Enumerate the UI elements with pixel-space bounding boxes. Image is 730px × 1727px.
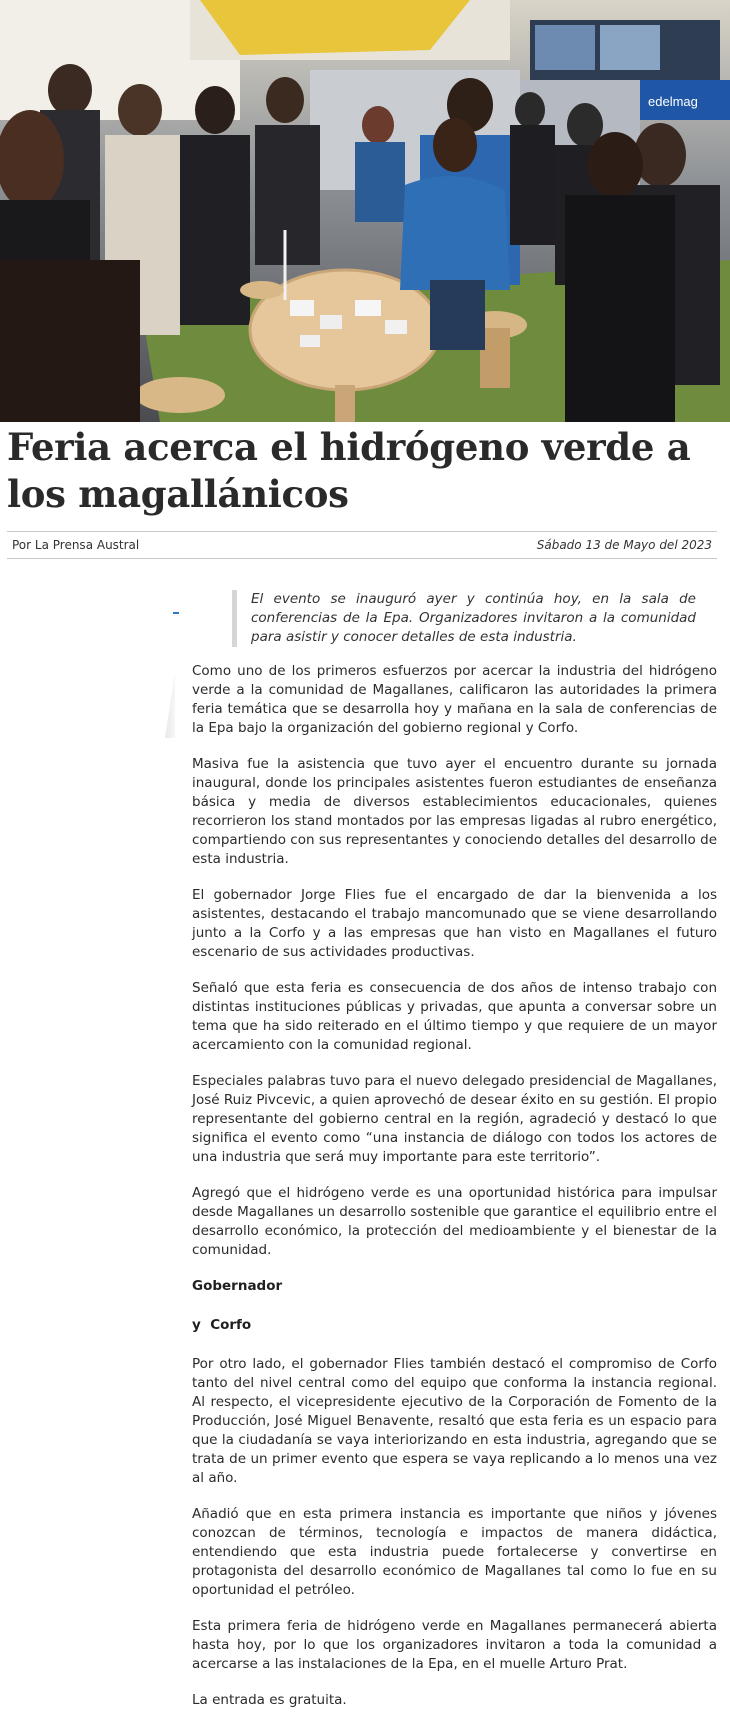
article-paragraph: Señaló que esta feria es consecuencia de dos años de intenso trabajo con distintas instituciones públicas y privadas, que apunta a conversar sobre un tema que ha sido reiterado en el último tiempo y que requiere de un mayor acercamiento con la comunidad regional. xyxy=(192,980,717,1053)
byline-bar xyxy=(7,531,717,559)
article-paragraph: Como uno de los primeros esfuerzos por acercar la industria del hidrógeno verde a la comunidad de Magallanes, calificaron las autoridades la primera feria temática que se desarrolla hoy y mañana en la sala de conferencias de la Epa bajo la organización del gobierno regional y Corfo. xyxy=(192,663,717,736)
article-paragraph: Esta primera feria de hidrógeno verde en Magallanes permanecerá abierta hasta hoy, por lo que los organizadores invitaron a toda la comunidad a acercarse a las instalaciones de la Epa, en el muelle Arturo Prat. xyxy=(192,1618,717,1672)
article-photo xyxy=(0,0,730,422)
article-paragraph: Por otro lado, el gobernador Flies también destacó el compromiso de Corfo tanto del nivel central como del equipo que conforma la instancia regional. Al respecto, el vicepresidente ejecutivo de la Corporación de Fomento de la Producción, José Miguel Benavente, resaltó que esta feria es un espacio para que la ciudadanía se vaya interiorizando en esta industria, agregando que se trata de un primer evento que espera se vaya replicando a lo menos una vez al año. xyxy=(192,1356,717,1486)
article-paragraph: La entrada es gratuita. xyxy=(192,1692,347,1708)
article-body xyxy=(192,662,717,1727)
article-paragraph: El gobernador Jorge Flies fue el encargado de dar la bienvenida a los asistentes, destacando el trabajo mancomunado que se viene desarrollando junto a la Corfo y a las empresas que han visto en Magallanes el futuro escenario de sus actividades productivas. xyxy=(192,887,717,960)
article-title: Feria acerca el hidrógeno verde a los magallánicos xyxy=(7,425,691,516)
subheading: Gobernador xyxy=(192,1278,283,1294)
article-lead: El evento se inauguró ayer y continúa hoy, en la sala de conferencias de la Epa. Organizadores invitaron a la comunidad para asistir y conocer detalles de esta industria. xyxy=(232,590,696,647)
article-paragraph: Especiales palabras tuvo para el nuevo delegado presidencial de Magallanes, José Ruiz Pivcevic, a quien aprovechó de desear éxito en su gestión. El propio representante del gobierno central en la región, agradeció y destacó lo que significa el evento como “una instancia de diálogo con todos los actores de una industria que será muy importante para este territorio”. xyxy=(192,1073,717,1165)
decorative-shape xyxy=(165,672,175,738)
article-photo-illustration xyxy=(0,0,730,422)
article-paragraph: Agregó que el hidrógeno verde es una oportunidad histórica para impulsar desde Magallanes un desarrollo sostenible que garantice el equilibrio entre el desarrollo económico, la protección del medioambiente y el bienestar de la comunidad. xyxy=(192,1185,717,1258)
article-paragraph: Añadió que en esta primera instancia es importante que niños y jóvenes conozcan de términos, tecnología e impactos de manera didáctica, entendiendo que esta industria puede fortalecerse y convertirse en protagonista del desarrollo económico de Magallanes tal como lo fue en su oportunidad el petróleo. xyxy=(192,1506,717,1598)
article-author: Por La Prensa Austral xyxy=(12,538,140,552)
article-paragraph: Masiva fue la asistencia que tuvo ayer el encuentro durante su jornada inaugural, donde los principales asistentes fueron estudiantes de enseñanza básica y media de diversos establecimientos educacionales, quienes recorrieron los stand montados por las empresas ligadas al rubro energético, compartiendo con sus representantes y conociendo detalles del desarrollo de esta industria. xyxy=(192,756,717,867)
booth-sign-text: edelmag xyxy=(648,94,698,109)
article-date: Sábado 13 de Mayo del 2023 xyxy=(536,538,712,552)
accent-mark xyxy=(173,612,179,614)
subheading: y Corfo xyxy=(192,1317,252,1333)
